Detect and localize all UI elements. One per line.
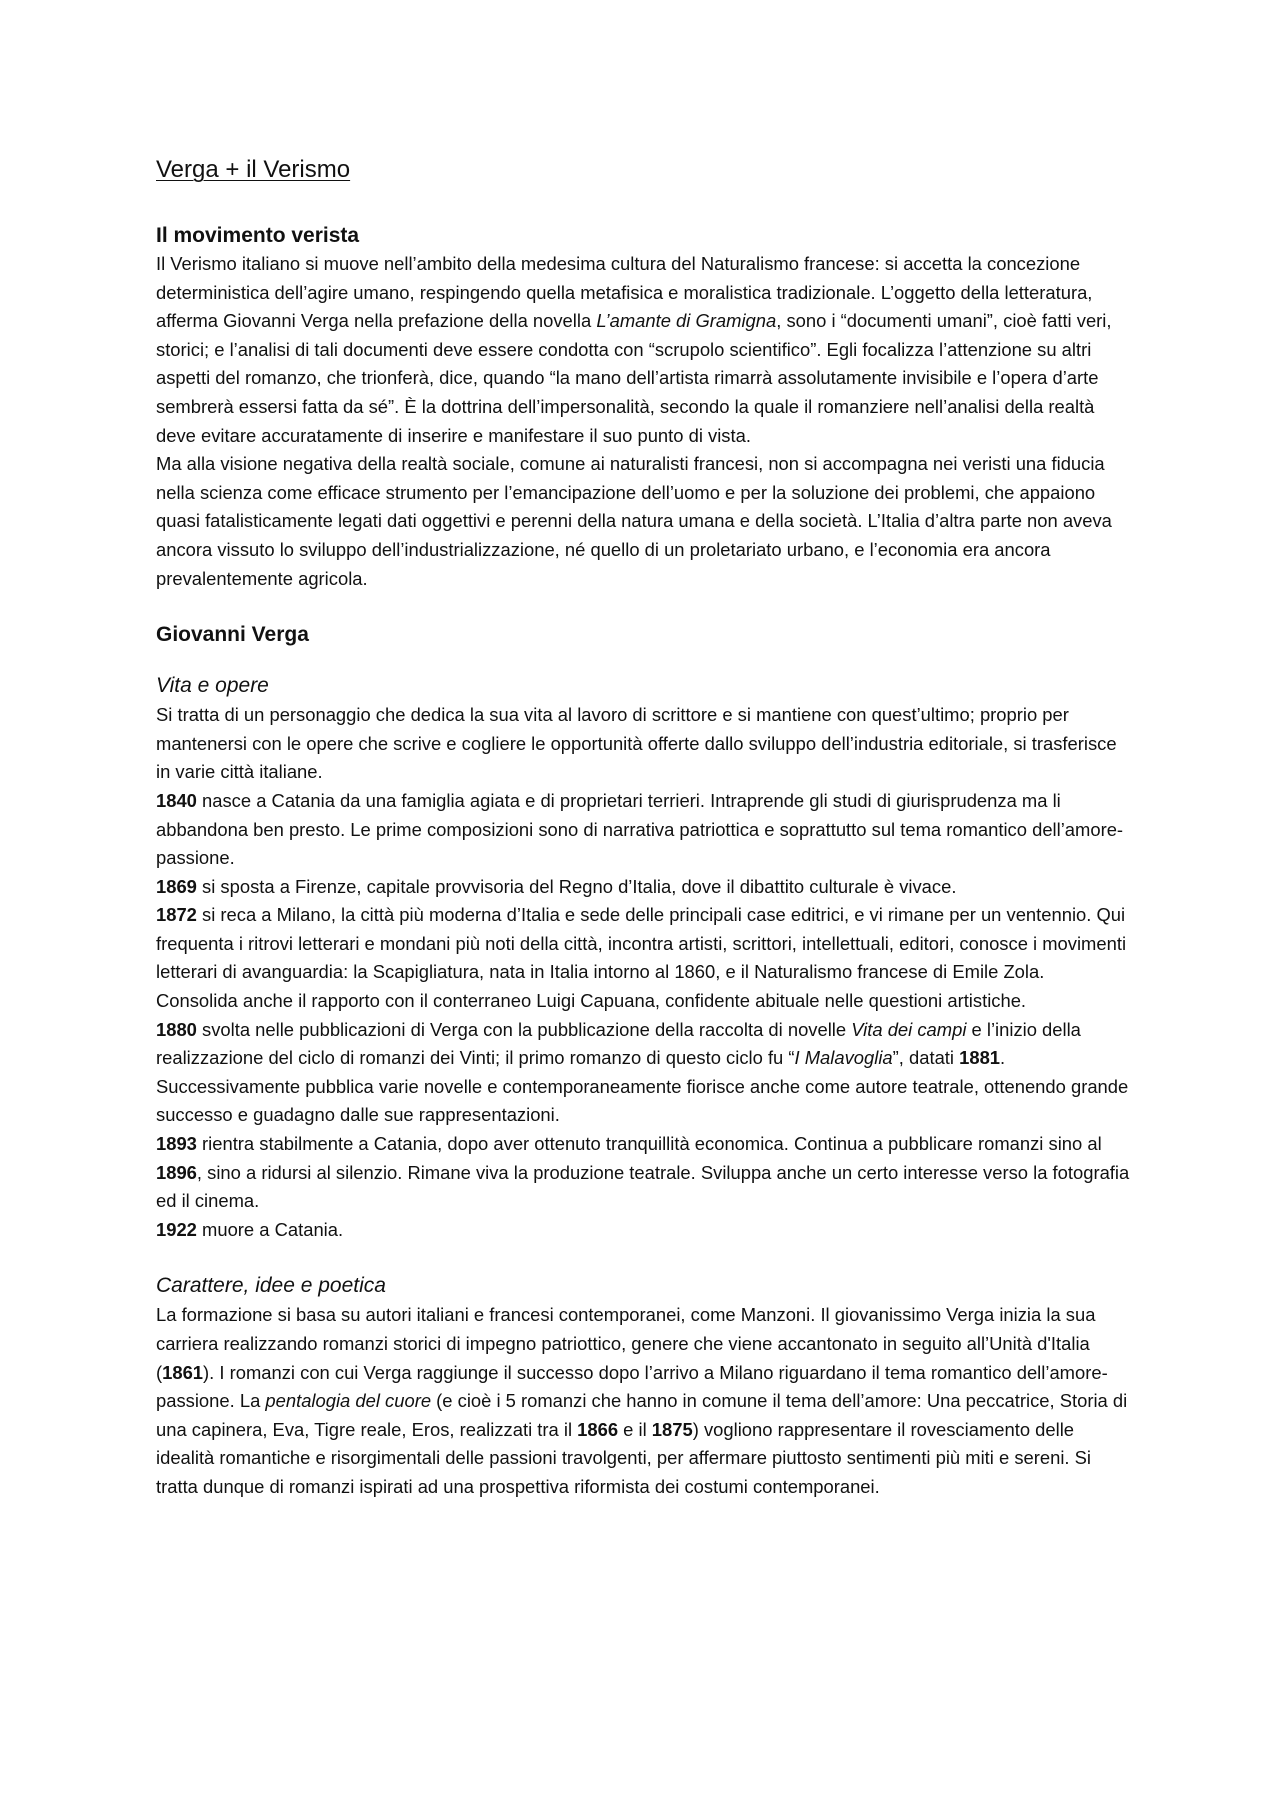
paragraph-vita-intro: Si tratta di un personaggio che dedica la sua vita al lavoro di scrittore e si mantiene con quest’ultimo; proprio per mantenersi con le opere che scrive e cogliere le opportunità offerte dallo sviluppo dell’industria editoriale, si trasferisce in varie città italiane. — [156, 704, 1117, 783]
text-run: , sono i “documenti umani”, cioè fatti veri, storici; e l’analisi di tali documenti deve essere condotta con “scrupolo scientifico”. Egli focalizza l’attenzione su altri aspetti del romanzo, che trionferà, dice, quando “la mano dell’artista rimarrà assolutamente invisibile e l’opera d’arte sembrerà essersi fatta da sé”. È la dottrina dell’impersonalità, secondo la quale il romanziere nell’analisi della realtà deve evitare accuratamente di inserire e manifestare il suo punto di vista. — [156, 310, 1112, 446]
document-title: Verga + il Verismo — [156, 156, 351, 183]
section-heading-movimento-verista: Il movimento verista — [156, 224, 360, 247]
subsection-heading-vita-e-opere: Vita e opere — [156, 674, 269, 698]
paragraph-1922 — [156, 1216, 1130, 1245]
year-1922: 1922 — [156, 1218, 197, 1240]
year-1861: 1861 — [162, 1361, 204, 1383]
text-run: (e cioè i 5 romanzi che hanno in comune il tema dell’amore: Una peccatrice, Storia di una capinera, Eva, Tigre reale, Eros, realizzati tra il — [156, 1390, 1128, 1440]
subsection-heading-carattere-idee-poetica: Carattere, idee e poetica — [156, 1274, 386, 1298]
section-movimento-verista — [156, 222, 1130, 593]
text-run: , sino a ridursi al silenzio. Rimane viva la produzione teatrale. Sviluppa anche un certo interesse verso la fotografia ed il cinema. — [156, 1161, 1130, 1212]
paragraph-1869 — [156, 873, 1130, 902]
italic-title-amante-di-gramigna: L’amante di Gramigna — [596, 310, 777, 332]
year-1893: 1893 — [156, 1133, 197, 1155]
text-run: e il — [618, 1418, 652, 1440]
text-run: e l’inizio della realizzazione del ciclo di romanzi dei Vinti; il primo romanzo di questo ciclo fu “ — [156, 1018, 1081, 1069]
paragraph-1893 — [156, 1130, 1130, 1216]
text-run: si reca a Milano, la città più moderna d’Italia e sede delle principali case editrici, e vi rimane per un ventennio. Qui frequenta i ritrovi letterari e mondani più noti della città, incontra artisti, scrittori, intellettuali, editori, conosce i movimenti letterari di avanguardia: la Scapigliatura, nata in Italia intorno al 1860, e il Naturalismo francese di Emile Zola. Consolida anche il rapporto con il conterraneo Luigi Capuana, confidente abituale nelle questioni artistiche. — [156, 904, 1127, 1012]
text-run: ”, datati — [892, 1047, 960, 1069]
text-run: . Successivamente pubblica varie novelle e contemporaneamente fiorisce anche come autore teatrale, ottenendo grande successo e guadagno dalle sue rappresentazioni. — [156, 1047, 1129, 1126]
year-1880: 1880 — [156, 1018, 197, 1040]
year-1866: 1866 — [577, 1418, 619, 1440]
paragraph-1840 — [156, 787, 1130, 873]
text-run: La formazione si basa su autori italiani e francesi contemporanei, come Manzoni. Il giovanissimo Verga inizia la sua carriera realizzando romanzi storici di impegno patriottico, genere che viene accantonato in seguito all’Unità d'Italia ( — [156, 1304, 1096, 1383]
spacer — [156, 1244, 1130, 1271]
text-run: svolta nelle pubblicazioni di Verga con la pubblicazione della raccolta di novelle — [196, 1018, 852, 1040]
text-run: muore a Catania. — [196, 1218, 344, 1240]
year-1881: 1881 — [959, 1047, 1001, 1069]
text-run: rientra stabilmente a Catania, dopo aver ottenuto tranquillità economica. Continua a pubblicare romanzi sino al — [196, 1133, 1102, 1155]
italic-term-pentalogia-del-cuore: pentalogia del cuore — [265, 1390, 432, 1412]
text-run: ) vogliono rappresentare il rovesciamento delle idealità romantiche e risorgimentali delle passioni travolgenti, per affermare piuttosto sentimenti più miti e sereni. Si tratta dunque di romanzi ispirati ad una prospettiva riformista dei costumi contemporanei. — [156, 1418, 1091, 1497]
year-1869: 1869 — [156, 875, 197, 897]
year-1872: 1872 — [156, 904, 197, 926]
year-1896: 1896 — [156, 1161, 197, 1183]
paragraph-visione-negativa: Ma alla visione negativa della realtà sociale, comune ai naturalisti francesi, non si accompagna nei veristi una fiducia nella scienza come efficace strumento per l’emancipazione dell’uomo e per la soluzione dei problemi, che appaiono quasi fatalisticamente legati dati oggettivi e perenni della natura umana e della società. L’Italia d’altra parte non aveva ancora vissuto lo sviluppo dell’industrializzazione, né quello di un proletariato urbano, e l’economia era ancora prevalentemente agricola. — [156, 453, 1112, 589]
text-run: Il Verismo italiano si muove nell’ambito della medesima cultura del Naturalismo francese: si accetta la concezione deterministica dell’agire umano, respingendo quella metafisica e moralistica tradizionale. L’oggetto della letteratura, afferma Giovanni Verga nella prefazione della novella — [156, 253, 1093, 332]
spacer — [156, 593, 1130, 621]
text-run: si sposta a Firenze, capitale provvisoria del Regno d’Italia, dove il dibattito culturale è vivace. — [196, 875, 957, 897]
paragraph-verismo-intro — [156, 250, 1130, 450]
year-1875: 1875 — [651, 1418, 693, 1440]
section-heading-giovanni-verga: Giovanni Verga — [156, 623, 309, 647]
italic-title-vita-dei-campi: Vita dei campi — [851, 1018, 967, 1040]
paragraph-1872 — [156, 901, 1130, 1015]
year-1840: 1840 — [156, 789, 197, 811]
spacer — [156, 649, 1130, 671]
italic-title-i-malavoglia: I Malavoglia — [794, 1047, 893, 1069]
paragraph-carattere — [156, 1301, 1130, 1501]
section-giovanni-verga — [156, 621, 1130, 1501]
paragraph-1880 — [156, 1016, 1130, 1130]
text-run: ). I romanzi con cui Verga raggiunge il successo dopo l’arrivo a Milano riguardano il tema romantico dell’amore-passione. La — [156, 1361, 1108, 1412]
text-run: nasce a Catania da una famiglia agiata e di proprietari terrieri. Intraprende gli studi di giurisprudenza ma li abbandona ben presto. Le prime composizioni sono di narrativa patriottica e soprattutto sul tema romantico dell’amore-passione. — [156, 789, 1124, 869]
